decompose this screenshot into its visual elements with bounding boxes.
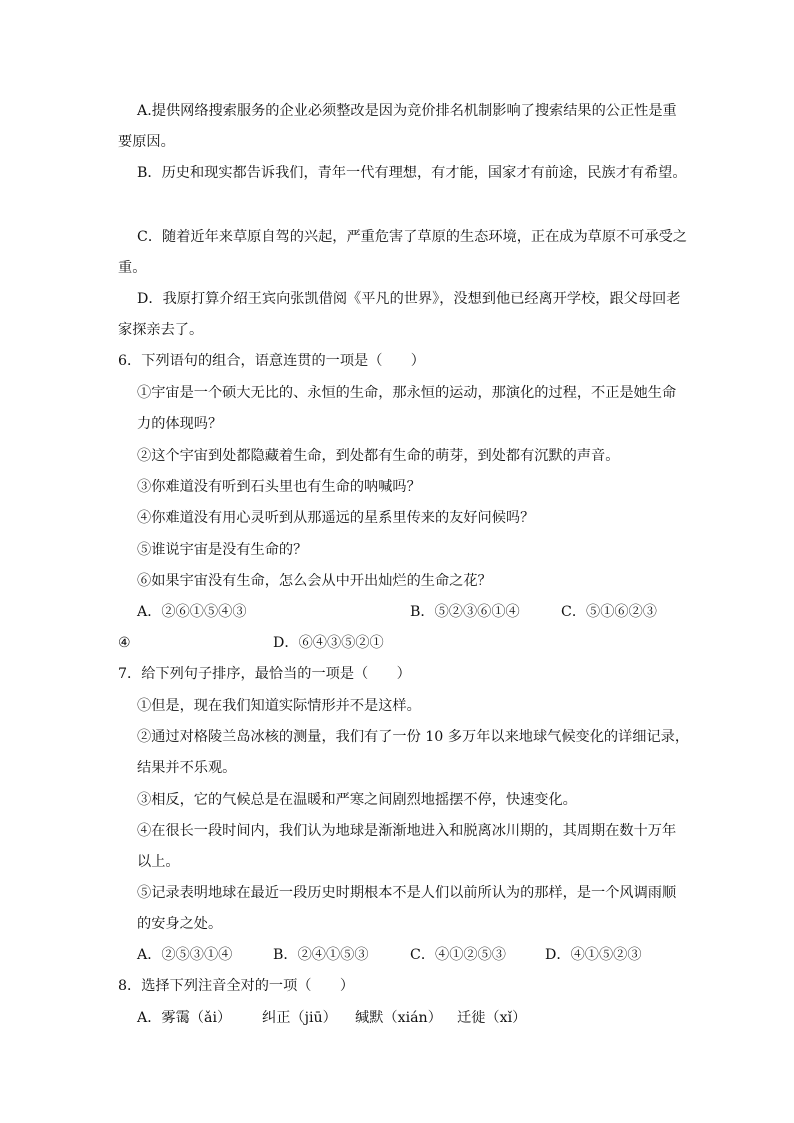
option-a-line-2: 要原因。: [118, 134, 175, 150]
sentence-1-line-1: ①宇宙是一个硕大无比的、永恒的生命，那永恒的运动，那演化的过程，不正是她生命: [137, 385, 677, 401]
option-c-line-2: 重。: [118, 260, 147, 276]
sentence-2-line-2: 结果并不乐观。: [137, 760, 237, 776]
option-c: C．④①②⑤③: [410, 947, 506, 963]
option-d-line-2: 家探亲去了。: [118, 322, 204, 338]
option-c-line-1: C．随着近年来草原自驾的兴起，严重危害了草原的生态环境，正在成为草原不可承受之: [137, 229, 687, 245]
sentence-5-line-1: ⑤记录表明地球在最近一段历史时期根本不是人们以前所认为的那样，是一个风调雨顺: [137, 885, 677, 901]
sentence-3: ③相反，它的气候总是在温暖和严寒之间剧烈地摇摆不停，快速变化。: [137, 792, 577, 808]
sentence-5-line-2: 的安身之处。: [137, 916, 223, 932]
question-6-stem: 6．下列语句的组合，语意连贯的一项是（ ）: [118, 353, 425, 369]
option-b-line-1: B．历史和现实都告诉我们，青年一代有理想，有才能，国家才有前途，民族才有希望。: [137, 165, 687, 181]
option-d: D．④①⑤②③: [545, 947, 642, 963]
question-8-stem: 8．选择下列注音全对的一项（ ）: [118, 978, 355, 994]
sentence-4: ④你难道没有用心灵听到从那遥远的星系里传来的友好问候吗？: [137, 510, 535, 526]
word-4: 迁徙（xǐ）: [457, 1010, 527, 1026]
word-3: 缄默（xián）: [355, 1010, 442, 1026]
sentence-1: ①但是，现在我们知道实际情形并不是这样。: [137, 698, 421, 714]
option-c-continued: ④: [118, 635, 131, 651]
option-d: D．⑥④③⑤②①: [273, 635, 384, 651]
question-7-stem: 7．给下列句子排序，最恰当的一项是（ ）: [118, 666, 411, 682]
sentence-4-line-1: ④在很长一段时间内，我们认为地球是渐渐地进入和脱离冰川期的，其周期在数十万年: [137, 823, 677, 839]
option-a: A．②⑤③①④: [137, 947, 233, 963]
sentence-4-line-2: 以上。: [137, 854, 180, 870]
sentence-2-line-1: ②通过对格陵兰岛冰核的测量，我们有了一份 10 多万年以来地球气候变化的详细记录，: [137, 729, 690, 745]
option-a: A．②⑥①⑤④③: [137, 604, 247, 620]
sentence-5: ⑤谁说宇宙是没有生命的？: [137, 542, 308, 558]
word-2: 纠正（jiū）: [262, 1010, 337, 1026]
option-b: B．②④①⑤③: [273, 947, 369, 963]
sentence-3: ③你难道没有听到石头里也有生命的呐喊吗？: [137, 479, 421, 495]
option-d-line-1: D．我原打算介绍王宾向张凯借阅《平凡的世界》，没想到他已经离开学校，跟父母回老: [137, 291, 681, 307]
sentence-6: ⑥如果宇宙没有生命，怎么会从中开出灿烂的生命之花？: [137, 573, 492, 589]
sentence-1-line-2: 力的体现吗？: [137, 416, 223, 432]
option-a-line-1: A.提供网络搜索服务的企业必须整改是因为竞价排名机制影响了搜索结果的公正性是重: [137, 103, 677, 119]
option-c: C．⑤①⑥②③: [561, 604, 657, 620]
sentence-2: ②这个宇宙到处都隐藏着生命，到处都有生命的萌芽，到处都有沉默的声音。: [137, 448, 620, 464]
option-b: B．⑤②③⑥①④: [410, 604, 520, 620]
option-a: A．雾霭（ǎi）: [137, 1010, 232, 1026]
